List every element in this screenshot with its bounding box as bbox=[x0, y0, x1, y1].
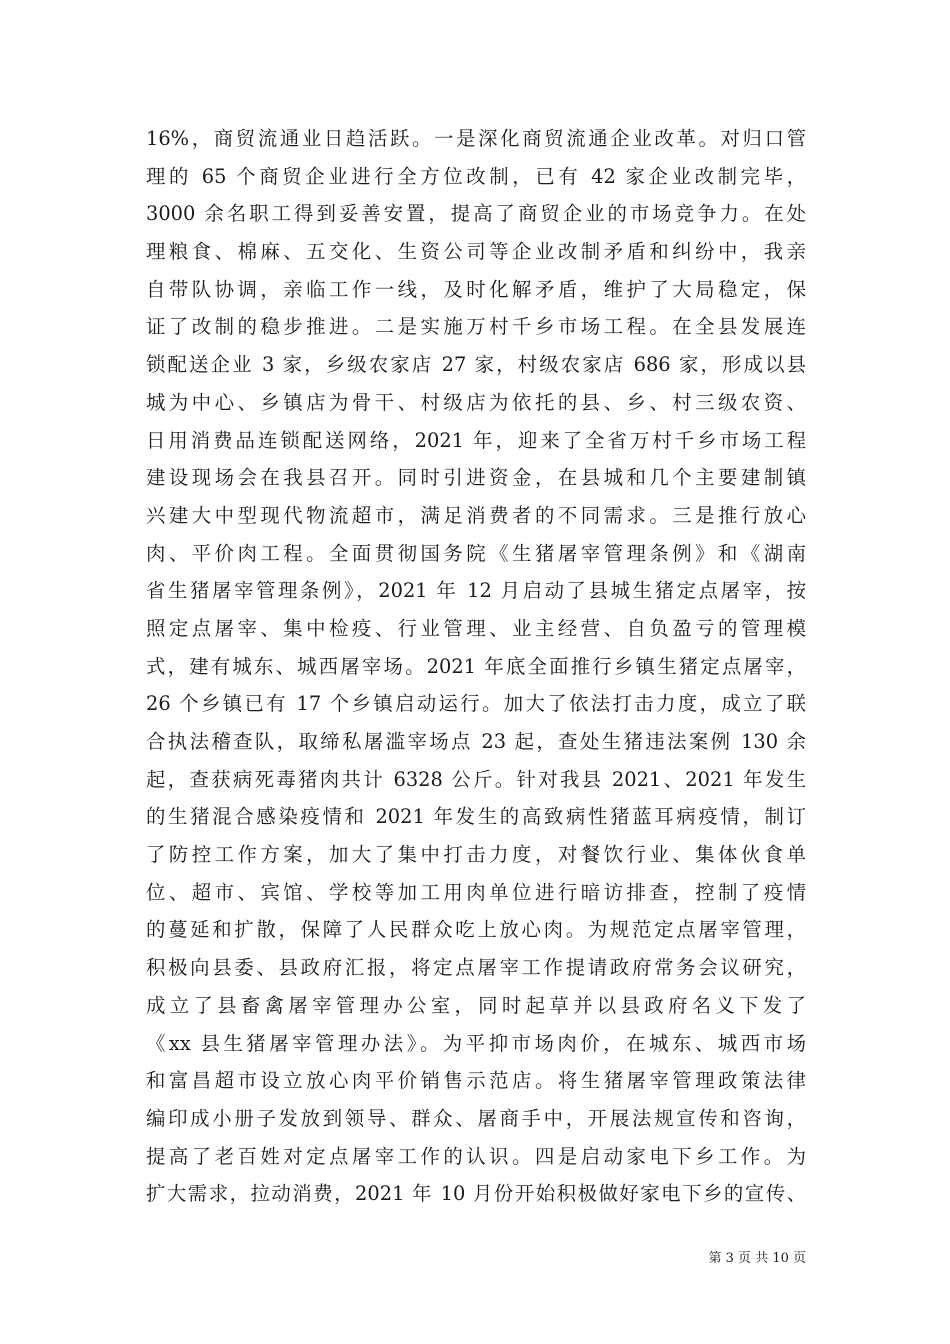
text-line: 3000 余名职工得到妥善安置，提高了商贸企业的市场竞争力。在处 bbox=[146, 202, 806, 226]
text-line: 自带队协调，亲临工作一线，及时化解矛盾，维护了大局稳定，保 bbox=[146, 277, 806, 301]
text-line: 起，查获病死毒猪肉共计 6328 公斤。针对我县 2021、2021 年发生 bbox=[146, 767, 806, 791]
text-line: 提高了老百姓对定点屠宰工作的认识。四是启动家电下乡工作。为 bbox=[146, 1144, 806, 1168]
text-line: 的生猪混合感染疫情和 2021 年发生的高致病性猪蓝耳病疫情，制订 bbox=[146, 805, 806, 829]
text-line: 理的 65 个商贸企业进行全方位改制，已有 42 家企业改制完毕， bbox=[146, 164, 806, 188]
text-line: 肉、平价肉工程。全面贯彻国务院《生猪屠宰管理条例》和《湖南 bbox=[146, 541, 806, 565]
text-line: 合执法稽查队，取缔私屠滥宰场点 23 起，查处生猪违法案例 130 余 bbox=[146, 730, 806, 753]
text-line: 26 个乡镇已有 17 个乡镇启动运行。加大了依法打击力度，成立了联 bbox=[146, 692, 806, 716]
text-line: 和富昌超市设立放心肉平价销售示范店。将生猪屠宰管理政策法律 bbox=[146, 1069, 806, 1093]
text-line: 了防控工作方案，加大了集中打击力度，对餐饮行业、集体伙食单 bbox=[146, 843, 806, 867]
text-line: 建设现场会在我县召开。同时引进资金，在县城和几个主要建制镇 bbox=[146, 466, 806, 490]
text-line: 证了改制的稳步推进。二是实施万村千乡市场工程。在全县发展连 bbox=[146, 315, 806, 339]
text-line: 兴建大中型现代物流超市，满足消费者的不同需求。三是推行放心 bbox=[146, 503, 806, 527]
text-line: 锁配送企业 3 家，乡级农家店 27 家，村级农家店 686 家，形成以县 bbox=[146, 353, 806, 377]
text-line: 积极向县委、县政府汇报，将定点屠宰工作提请政府常务会议研究， bbox=[146, 956, 806, 980]
text-line: 日用消费品连锁配送网络，2021 年，迎来了全省万村千乡市场工程 bbox=[146, 428, 806, 452]
text-line: 照定点屠宰、集中检疫、行业管理、业主经营、自负盈亏的管理模 bbox=[146, 616, 806, 640]
body-paragraph bbox=[146, 120, 806, 1213]
text-line: 的蔓延和扩散，保障了人民群众吃上放心肉。为规范定点屠宰管理， bbox=[146, 918, 806, 942]
text-line: 城为中心、乡镇店为骨干、村级店为依托的县、乡、村三级农资、 bbox=[146, 390, 806, 414]
text-line: 扩大需求，拉动消费，2021 年 10 月份开始积极做好家电下乡的宣传、 bbox=[146, 1182, 806, 1206]
text-line: 省生猪屠宰管理条例》，2021 年 12 月启动了县城生猪定点屠宰，按 bbox=[146, 579, 806, 603]
text-line: 《xx 县生猪屠宰管理办法》。为平抑市场肉价，在城东、城西市场 bbox=[146, 1031, 806, 1055]
text-line: 理粮食、棉麻、五交化、生资公司等企业改制矛盾和纠纷中，我亲 bbox=[146, 240, 806, 264]
text-line: 位、超市、宾馆、学校等加工用肉单位进行暗访排查，控制了疫情 bbox=[146, 880, 806, 904]
text-line: 成立了县畜禽屠宰管理办公室，同时起草并以县政府名义下发了 bbox=[146, 993, 806, 1017]
text-line: 编印成小册子发放到领导、群众、屠商手中，开展法规宣传和咨询， bbox=[146, 1106, 806, 1130]
page-number: 第 3 页 共 10 页 bbox=[708, 1251, 806, 1266]
text-line: 式，建有城东、城西屠宰场。2021 年底全面推行乡镇生猪定点屠宰， bbox=[146, 654, 806, 678]
text-line: 16%，商贸流通业日趋活跃。一是深化商贸流通企业改革。对归口管 bbox=[146, 127, 806, 150]
